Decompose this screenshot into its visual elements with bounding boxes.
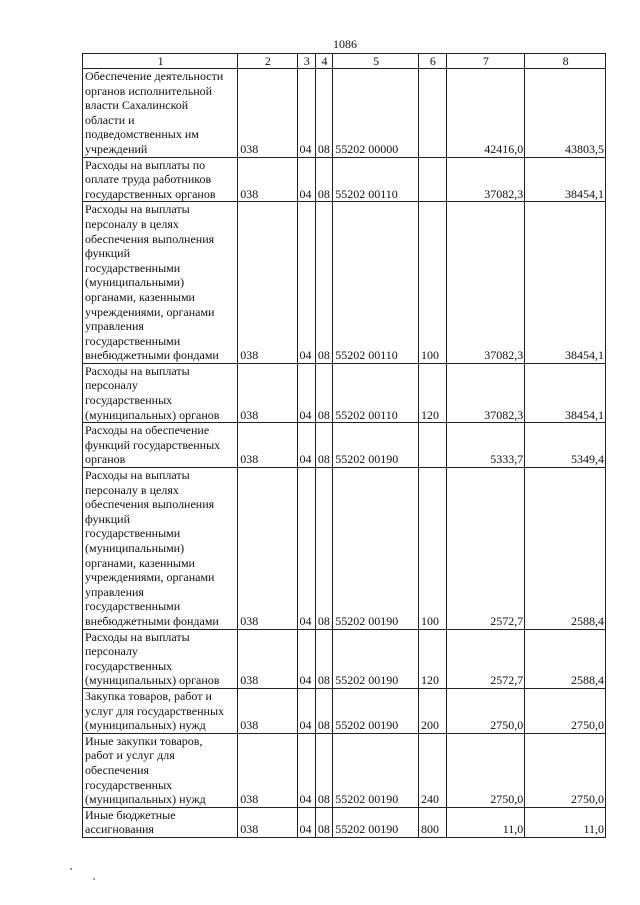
description-line: персоналу в целях [85,482,179,497]
table-row [83,468,606,630]
description-line: учреждений [85,141,148,156]
description-line: Иные бюджетные [85,807,176,822]
expense-description [83,423,238,468]
amount-year-2: 43803,5 [525,69,606,158]
amount-year-1: 42416,0 [446,69,525,158]
target-article-code: 55202 00190 [333,733,419,807]
ministry-code: 038 [238,363,297,422]
amount-year-1: 2750,0 [446,733,525,807]
subsection-code: 08 [315,423,332,468]
column-header: 2 [238,54,297,69]
column-header: 7 [446,54,525,69]
target-article-code: 55202 00000 [333,69,419,158]
amount-year-1: 37082,3 [446,202,525,364]
amount-year-1: 11,0 [446,807,525,837]
description-line: органов [85,452,126,467]
description-line: государственными [85,260,181,275]
section-code: 04 [297,807,315,837]
expense-type-code: 200 [419,688,447,733]
description-line: Расходы на выплаты [85,202,190,217]
expense-description [83,733,238,807]
description-line: функций [85,246,130,261]
description-line: Закупка товаров, работ и [85,688,212,703]
section-code: 04 [297,363,315,422]
expense-description [83,69,238,158]
table-row [83,807,606,837]
description-line: государственных [85,393,173,408]
table-body [83,69,606,838]
description-line: ассигнования [85,822,154,837]
description-line: власти Сахалинской [85,98,189,113]
description-line: функций [85,511,130,526]
description-line: Расходы на выплаты [85,629,190,644]
table-header-row [83,54,606,69]
description-line: услуг для государственных [85,703,225,718]
subsection-code: 08 [315,157,332,202]
target-article-code: 55202 00110 [333,157,419,202]
expense-description [83,688,238,733]
subsection-code: 08 [315,629,332,688]
description-line: органов исполнительной [85,83,213,98]
expense-type-code: 240 [419,733,447,807]
target-article-code: 55202 00190 [333,688,419,733]
description-line: подведомственных им [85,127,199,142]
subsection-code: 08 [315,807,332,837]
ministry-code: 038 [238,468,297,630]
description-line: (муниципальными) [85,275,185,290]
subsection-code: 08 [315,733,332,807]
table-row [83,733,606,807]
description-line: (муниципальных) нужд [85,718,206,733]
description-line: государственных органов [85,186,216,201]
expense-type-code: 120 [419,629,447,688]
amount-year-1: 2572,7 [446,629,525,688]
column-header: 6 [419,54,447,69]
table-row [83,629,606,688]
description-line: органами, казенными [85,555,195,570]
description-line: управления [85,319,144,334]
section-code: 04 [297,629,315,688]
amount-year-1: 37082,3 [446,157,525,202]
description-line: государственными [85,333,181,348]
expense-type-code [419,423,447,468]
description-line: Расходы на обеспечение [85,423,210,438]
expense-type-code: 100 [419,202,447,364]
subsection-code: 08 [315,468,332,630]
target-article-code: 55202 00190 [333,423,419,468]
description-line: государственными [85,526,181,541]
description-line: обеспечения [85,762,150,777]
ministry-code: 038 [238,688,297,733]
expense-description [83,807,238,837]
target-article-code: 55202 00110 [333,363,419,422]
description-line: (муниципальных) нужд [85,792,206,807]
column-header: 1 [83,54,238,69]
column-header: 4 [315,54,332,69]
amount-year-2: 2588,4 [525,468,606,630]
description-line: (муниципальными) [85,541,185,555]
description-line: внебюджетными фондами [85,348,219,363]
description-line: обеспечения выполнения [85,497,215,512]
amount-year-2: 38454,1 [525,363,606,422]
description-line: управления [85,584,144,599]
column-header: 5 [333,54,419,69]
ministry-code: 038 [238,69,297,158]
description-line: персоналу в целях [85,216,179,231]
table-row [83,688,606,733]
ministry-code: 038 [238,807,297,837]
amount-year-2: 2588,4 [525,629,606,688]
expense-description [83,157,238,202]
description-line: работ и услуг для [85,748,175,763]
subsection-code: 08 [315,688,332,733]
expense-description [83,468,238,630]
target-article-code: 55202 00190 [333,468,419,630]
description-line: функций государственных [85,437,221,452]
ministry-code: 038 [238,423,297,468]
page-number: 1086 [333,37,357,51]
ministry-code: 038 [238,157,297,202]
table-row [83,157,606,202]
amount-year-2: 38454,1 [525,202,606,364]
expense-type-code: 100 [419,468,447,630]
table-row [83,423,606,468]
expense-description [83,629,238,688]
amount-year-2: 2750,0 [525,733,606,807]
target-article-code: 55202 00190 [333,629,419,688]
column-header: 3 [297,54,315,69]
amount-year-2: 2750,0 [525,688,606,733]
section-code: 04 [297,423,315,468]
description-line: персоналу [85,378,138,393]
description-line: оплате труда работников [85,172,212,187]
description-line: учреждениями, органами [85,570,215,585]
description-line: Иные закупки товаров, [85,733,203,748]
amount-year-2: 5349,4 [525,423,606,468]
amount-year-1: 37082,3 [446,363,525,422]
budget-table [82,53,606,838]
expense-type-code [419,69,447,158]
description-line: Расходы на выплаты по [85,157,206,172]
description-line: области и [85,112,135,127]
subsection-code: 08 [315,69,332,158]
section-code: 04 [297,733,315,807]
description-line: Расходы на выплаты [85,468,190,483]
expense-type-code: 120 [419,363,447,422]
section-code: 04 [297,688,315,733]
section-code: 04 [297,157,315,202]
ministry-code: 038 [238,733,297,807]
table-row [83,69,606,158]
description-line: государственных [85,658,173,673]
column-header: 8 [525,54,606,69]
expense-type-code [419,157,447,202]
description-line: государственными [85,599,181,614]
amount-year-1: 2572,7 [446,468,525,630]
expense-type-code: 800 [419,807,447,837]
subsection-code: 08 [315,202,332,364]
description-line: Обеспечение деятельности [85,69,224,83]
description-line: персоналу [85,644,138,659]
target-article-code: 55202 00190 [333,807,419,837]
ministry-code: 038 [238,629,297,688]
section-code: 04 [297,69,315,158]
scan-speck [93,878,95,880]
section-code: 04 [297,202,315,364]
target-article-code: 55202 00110 [333,202,419,364]
ministry-code: 038 [238,202,297,364]
description-line: (муниципальных) органов [85,407,220,422]
description-line: обеспечения выполнения [85,231,215,246]
expense-description [83,202,238,364]
amount-year-2: 11,0 [525,807,606,837]
table-row [83,363,606,422]
description-line: органами, казенными [85,289,195,304]
description-line: (муниципальных) органов [85,673,220,688]
amount-year-1: 5333,7 [446,423,525,468]
expense-description [83,363,238,422]
description-line: учреждениями, органами [85,304,215,319]
scan-speck [70,868,72,870]
subsection-code: 08 [315,363,332,422]
section-code: 04 [297,468,315,630]
description-line: Расходы на выплаты [85,363,190,378]
description-line: внебюджетными фондами [85,613,219,628]
amount-year-1: 2750,0 [446,688,525,733]
description-line: государственных [85,777,173,792]
table-row [83,202,606,364]
amount-year-2: 38454,1 [525,157,606,202]
